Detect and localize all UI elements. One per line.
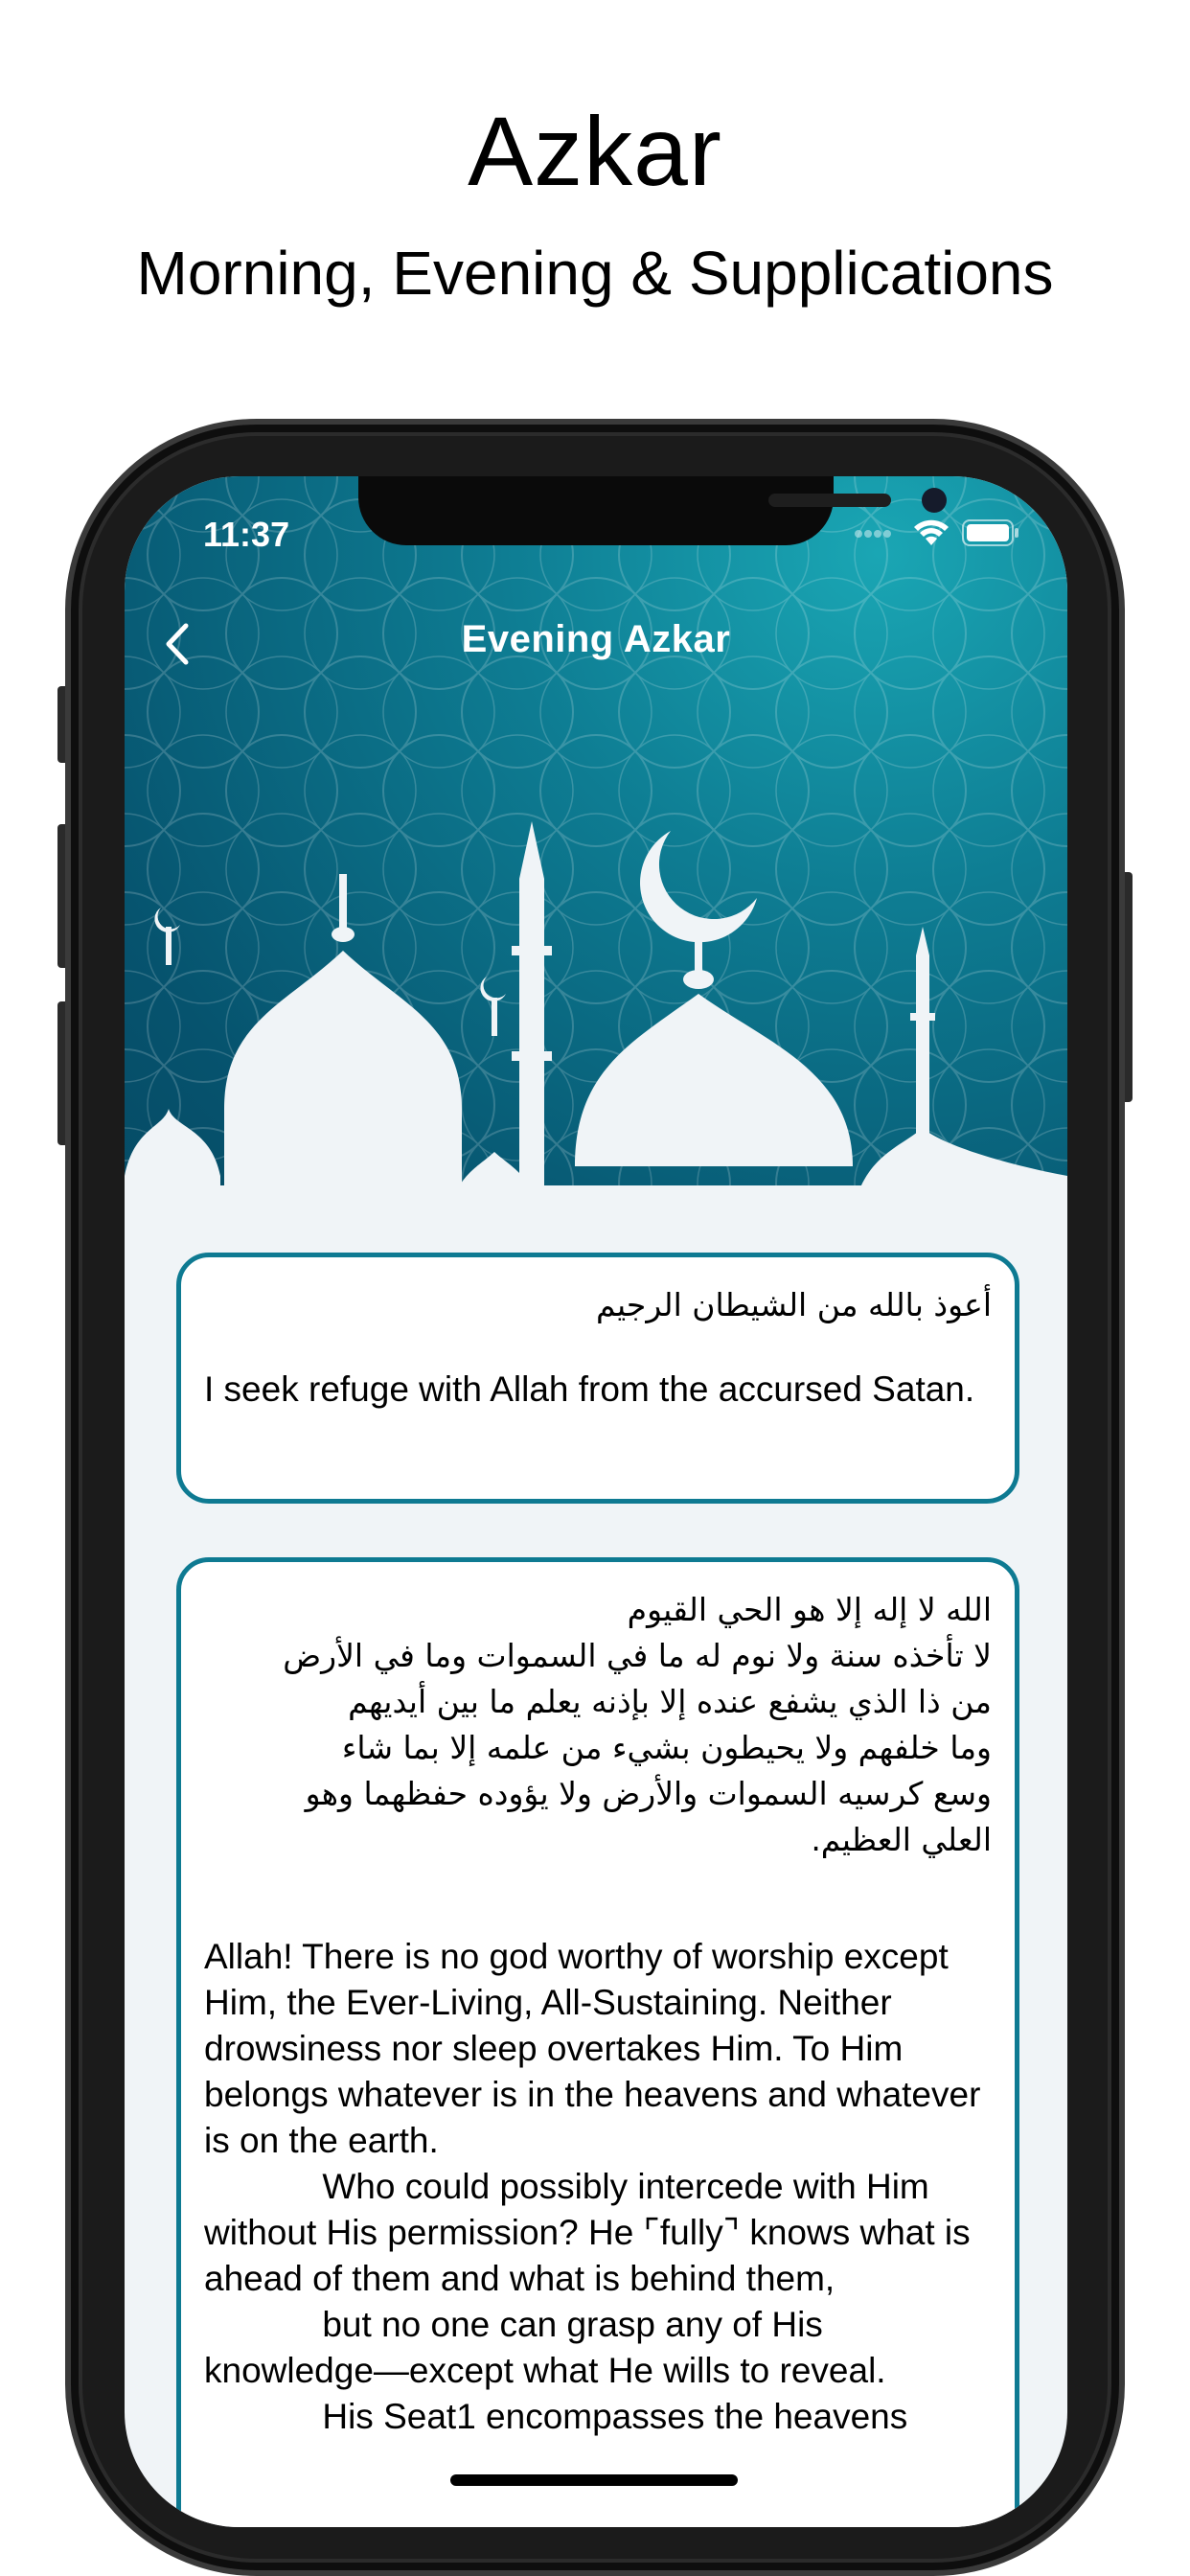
status-time: 11:37 [203,515,290,554]
signal-icon [853,528,895,540]
zikr-arabic-text: الله لا إله إلا هو الحي القيوم لا تأخذه سنة ولا نوم له ما في السموات وما في الأرض من ذا الذي يشفع عنده إلا بإذنه يعلم ما بين أيديهم وما خلفهم ولا يحيطون بشيء من علمه إلا بما شاء وسع كرسيه السموات والأرض ولا يؤوده حفظهما وهو العلي العظيم. [283,1591,992,1858]
wifi-icon [912,517,950,547]
home-indicator [450,2474,738,2486]
zikr-translation-text: Allah! There is no god worthy of worship except Him, the Ever-Living, All-Sustaining. Neither drowsiness nor sleep overtakes Him. To Him belongs whatever is in the heavens and whatever is on the earth. Who could possibly intercede with Him without His permission? He ⌜fully⌝ knows what is ahead of them and what is behind them, but no one can grasp any of His knowledge—except what He wills to reveal. His Seat1 encompasses the heavens [204,1937,981,2436]
nav-title: Evening Azkar [461,618,731,660]
battery-icon [962,518,1021,547]
zikr-arabic-text: أعوذ بالله من الشيطان الرجيم [596,1286,992,1323]
zikr-card [176,1253,1019,1504]
device-notch [358,476,834,545]
speaker-grille [768,494,891,507]
mosque-silhouette-illustration [125,764,1067,1262]
promo-title: Azkar [468,97,722,206]
zikr-translation-text: I seek refuge with Allah from the accursed Satan. [204,1369,975,1409]
app-screen [125,476,1067,2527]
zikr-card [176,1557,1019,2527]
front-camera [922,488,947,513]
promo-subtitle: Morning, Evening & Supplications [136,239,1054,308]
